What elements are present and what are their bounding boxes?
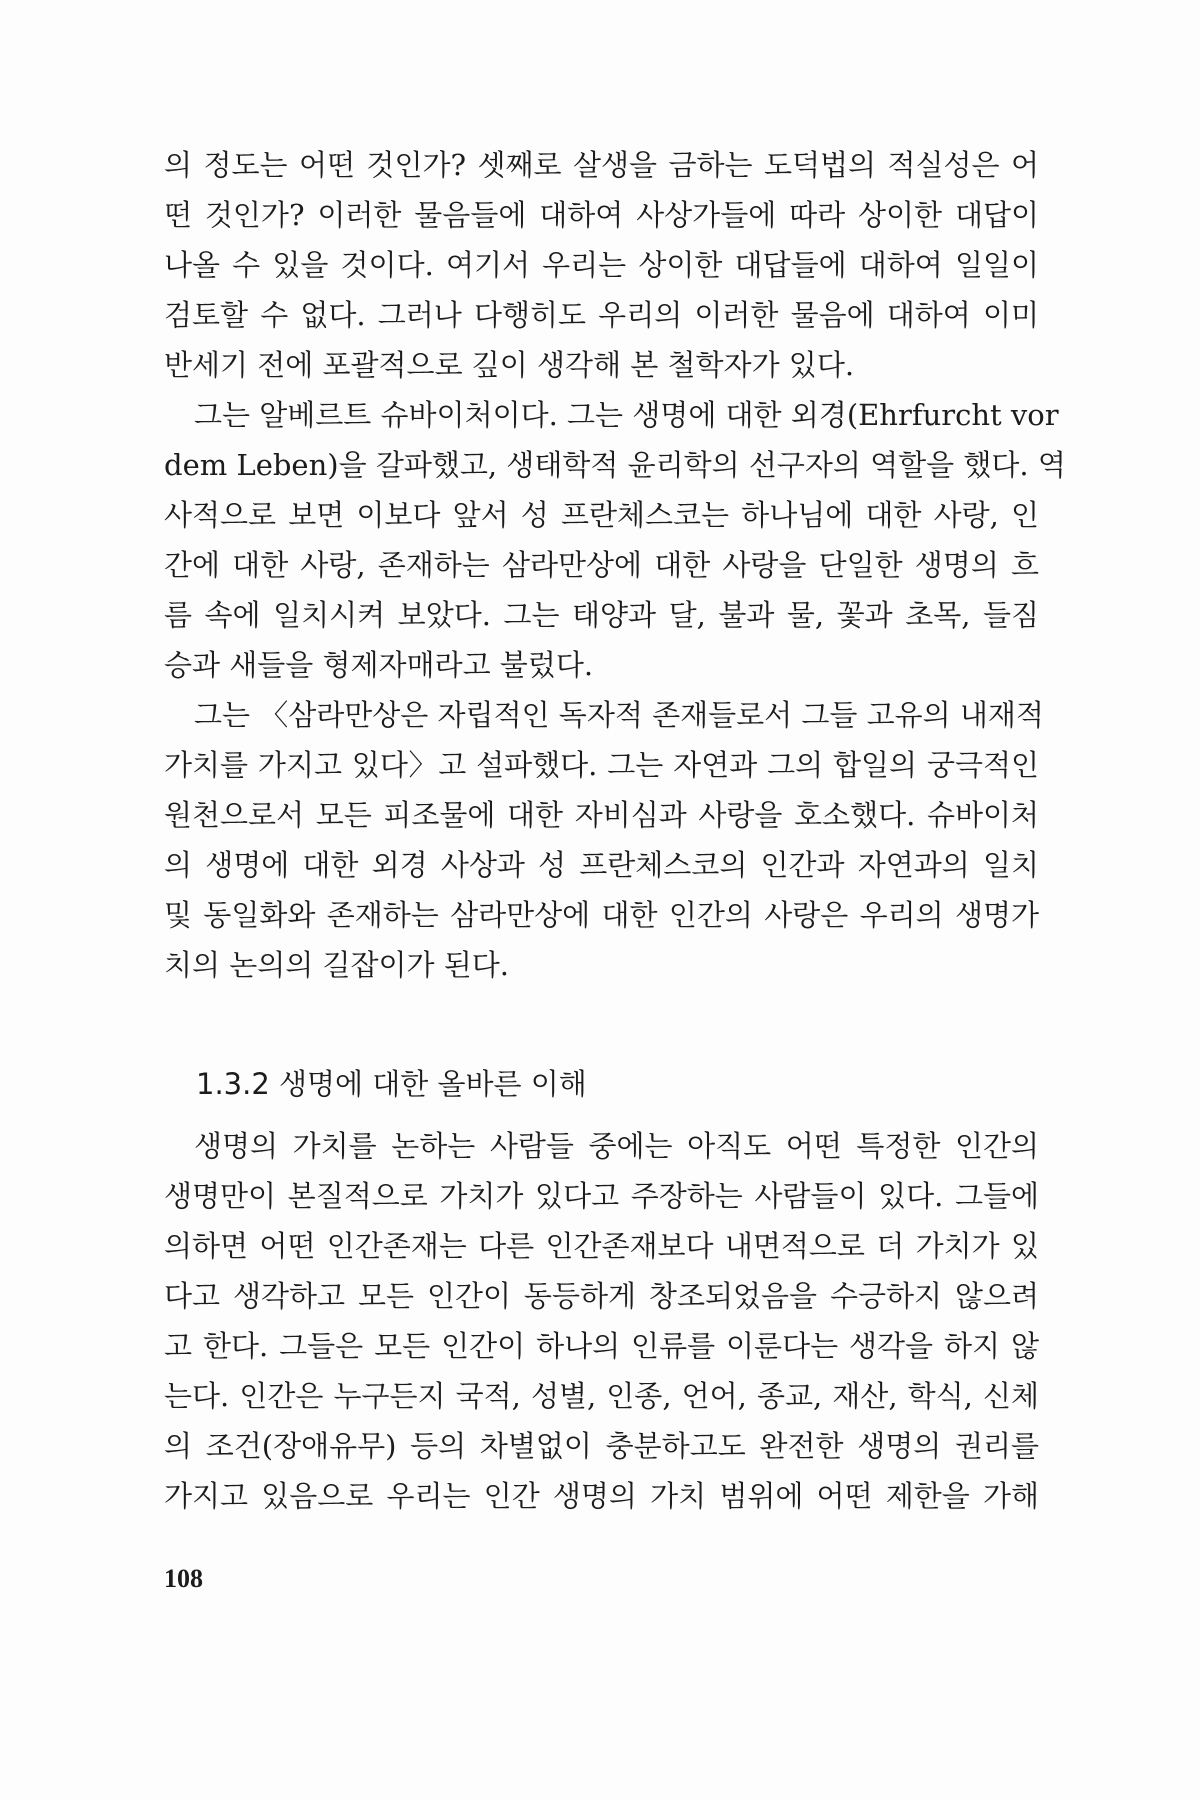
text-line: 생명의 가치를 논하는 사람들 중에는 아직도 어떤 특정한 인간의	[194, 1129, 1039, 1163]
text-line: 다고 생각하고 모든 인간이 동등하게 창조되었음을 수긍하지 않으려	[164, 1279, 1039, 1313]
text-line: 는다. 인간은 누구든지 국적, 성별, 인종, 언어, 종교, 재산, 학식, 신체	[164, 1379, 1039, 1413]
text-line: 원천으로서 모든 피조물에 대한 자비심과 사랑을 호소했다. 슈바이처	[164, 798, 1039, 832]
text-line: 고 한다. 그들은 모든 인간이 하나의 인류를 이룬다는 생각을 하지 않	[164, 1329, 1039, 1363]
text-line: 승과 새들을 형제자매라고 불렀다.	[164, 648, 594, 682]
text-line: 반세기 전에 포괄적으로 깊이 생각해 본 철학자가 있다.	[164, 348, 855, 382]
text-line: 의 생명에 대한 외경 사상과 성 프란체스코의 인간과 자연과의 일치	[164, 848, 1039, 882]
text-line: 떤 것인가? 이러한 물음들에 대하여 사상가들에 따라 상이한 대답이	[164, 198, 1039, 232]
text-line: 생명만이 본질적으로 가치가 있다고 주장하는 사람들이 있다. 그들에	[164, 1179, 1039, 1213]
text-line: 그는 알베르트 슈바이처이다. 그는 생명에 대한 외경(Ehrfurcht vor	[194, 398, 1059, 432]
paragraph-continued	[164, 140, 1066, 990]
text-line: 의 정도는 어떤 것인가? 셋째로 살생을 금하는 도덕법의 적실성은 어	[164, 148, 1039, 182]
section-heading: 1.3.2 생명에 대한 올바른 이해	[196, 1067, 587, 1101]
text-line: 및 동일화와 존재하는 삼라만상에 대한 인간의 사랑은 우리의 생명가	[164, 898, 1039, 932]
text-line: 검토할 수 없다. 그러나 다행히도 우리의 이러한 물음에 대하여 이미	[164, 298, 1039, 332]
text-line: 치의 논의의 길잡이가 된다.	[164, 948, 510, 982]
page-number: 108	[164, 1564, 203, 1593]
text-line: 가치를 가지고 있다〉고 설파했다. 그는 자연과 그의 합일의 궁극적인	[164, 748, 1039, 782]
text-line: dem Leben)을 갈파했고, 생태학적 윤리학의 선구자의 역할을 했다. 역	[164, 448, 1066, 482]
text-line: 름 속에 일치시켜 보았다. 그는 태양과 달, 불과 물, 꽃과 초목, 들짐	[164, 598, 1039, 632]
section-paragraph	[164, 1121, 1039, 1521]
text-line: 가지고 있음으로 우리는 인간 생명의 가치 범위에 어떤 제한을 가해	[164, 1479, 1039, 1513]
text-line: 의 조건(장애유무) 등의 차별없이 충분하고도 완전한 생명의 권리를	[164, 1429, 1039, 1463]
text-line: 나올 수 있을 것이다. 여기서 우리는 상이한 대답들에 대하여 일일이	[164, 248, 1039, 282]
text-line: 간에 대한 사랑, 존재하는 삼라만상에 대한 사랑을 단일한 생명의 흐	[164, 548, 1039, 582]
text-line: 의하면 어떤 인간존재는 다른 인간존재보다 내면적으로 더 가치가 있	[164, 1229, 1039, 1263]
text-line: 사적으로 보면 이보다 앞서 성 프란체스코는 하나님에 대한 사랑, 인	[164, 498, 1039, 532]
text-line: 그는 〈삼라만상은 자립적인 독자적 존재들로서 그들 고유의 내재적	[194, 698, 1044, 732]
